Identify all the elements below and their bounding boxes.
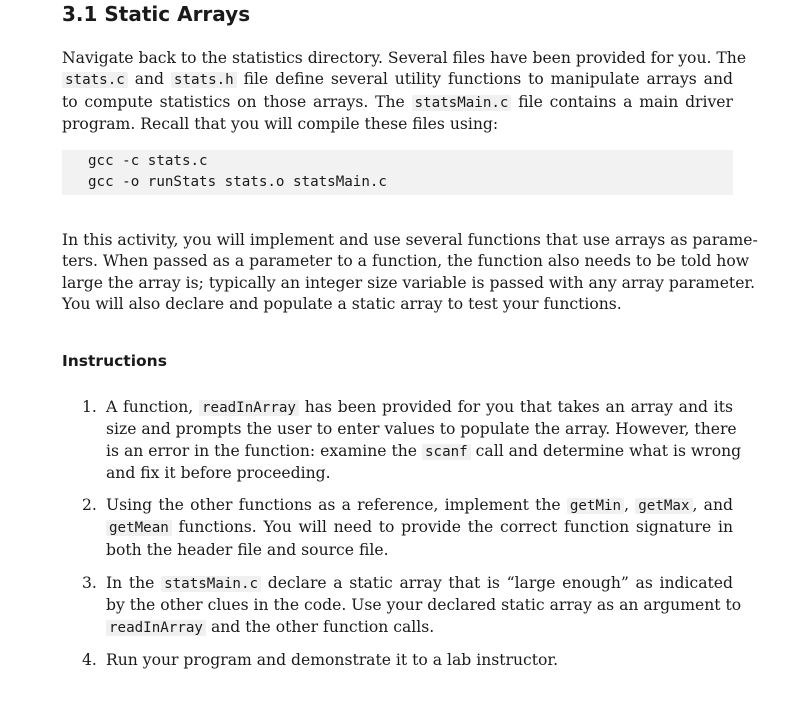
code-statsmain-c: statsMain.c bbox=[412, 95, 512, 111]
item-body: In the statsMain.c declare a static array that is “large enough” as indicated by the other clues in the code. Use your declared static array as an argument to readInArray and the other function calls. bbox=[106, 574, 742, 636]
code-scanf: scanf bbox=[422, 444, 471, 460]
item-body: Run your program and demonstrate it to a lab instructor. bbox=[106, 651, 559, 669]
code-readinarray: readInArray bbox=[106, 620, 206, 636]
code-stats-c: stats.c bbox=[62, 72, 128, 88]
item-number: 1. bbox=[82, 398, 97, 416]
code-getmax: getMax bbox=[635, 498, 692, 514]
activity-line-3: large the array is; typically an integer size variable is passed with any array parameter. bbox=[62, 273, 756, 292]
item-body: Using the other functions as a reference, implement the getMin , getMax , and getMean functions. You will need to provide the correct function signature in both the header file and source file. bbox=[106, 496, 733, 559]
item-body: A function, readInArray has been provided for you that takes an array and its size and prompts the user to enter values to populate the array. However, there is an error in the function: examine the scanf call and determine what is wrong and fix it before proceeding. bbox=[106, 398, 742, 483]
item-number: 2. bbox=[82, 496, 97, 514]
code-readinarray: readInArray bbox=[199, 400, 299, 416]
intro-line-2: stats.c and stats.h file define several utility functions to manipulate arrays and bbox=[62, 69, 733, 91]
intro-line-1: Navigate back to the statistics directory. Several files have been provided for you. The bbox=[62, 49, 747, 67]
intro-paragraph bbox=[62, 48, 747, 136]
item-number: 3. bbox=[82, 574, 97, 592]
activity-line-1: In this activity, you will implement and use several functions that use arrays as parame- bbox=[62, 231, 758, 249]
code-getmin: getMin bbox=[567, 498, 624, 514]
activity-line-2: ters. When passed as a parameter to a function, the function also needs to be told how bbox=[62, 252, 750, 271]
activity-paragraph bbox=[62, 230, 758, 316]
code-getmean: getMean bbox=[106, 520, 172, 536]
instructions-heading: Instructions bbox=[62, 352, 167, 370]
code-line-1: gcc -c stats.c bbox=[88, 153, 208, 169]
code-statsmain-c: statsMain.c bbox=[161, 576, 261, 592]
section-title: 3.1 Static Arrays bbox=[62, 2, 251, 26]
activity-line-4: You will also declare and populate a static array to test your functions. bbox=[62, 295, 622, 314]
item-number: 4. bbox=[82, 651, 97, 669]
code-stats-h: stats.h bbox=[171, 72, 237, 88]
intro-line-3: to compute statistics on those arrays. The statsMain.c file contains a main driver bbox=[62, 92, 733, 111]
intro-line-4: program. Recall that you will compile these files using: bbox=[62, 115, 499, 134]
code-line-2: gcc -o runStats stats.o statsMain.c bbox=[88, 174, 387, 190]
compile-code-block bbox=[62, 150, 733, 195]
